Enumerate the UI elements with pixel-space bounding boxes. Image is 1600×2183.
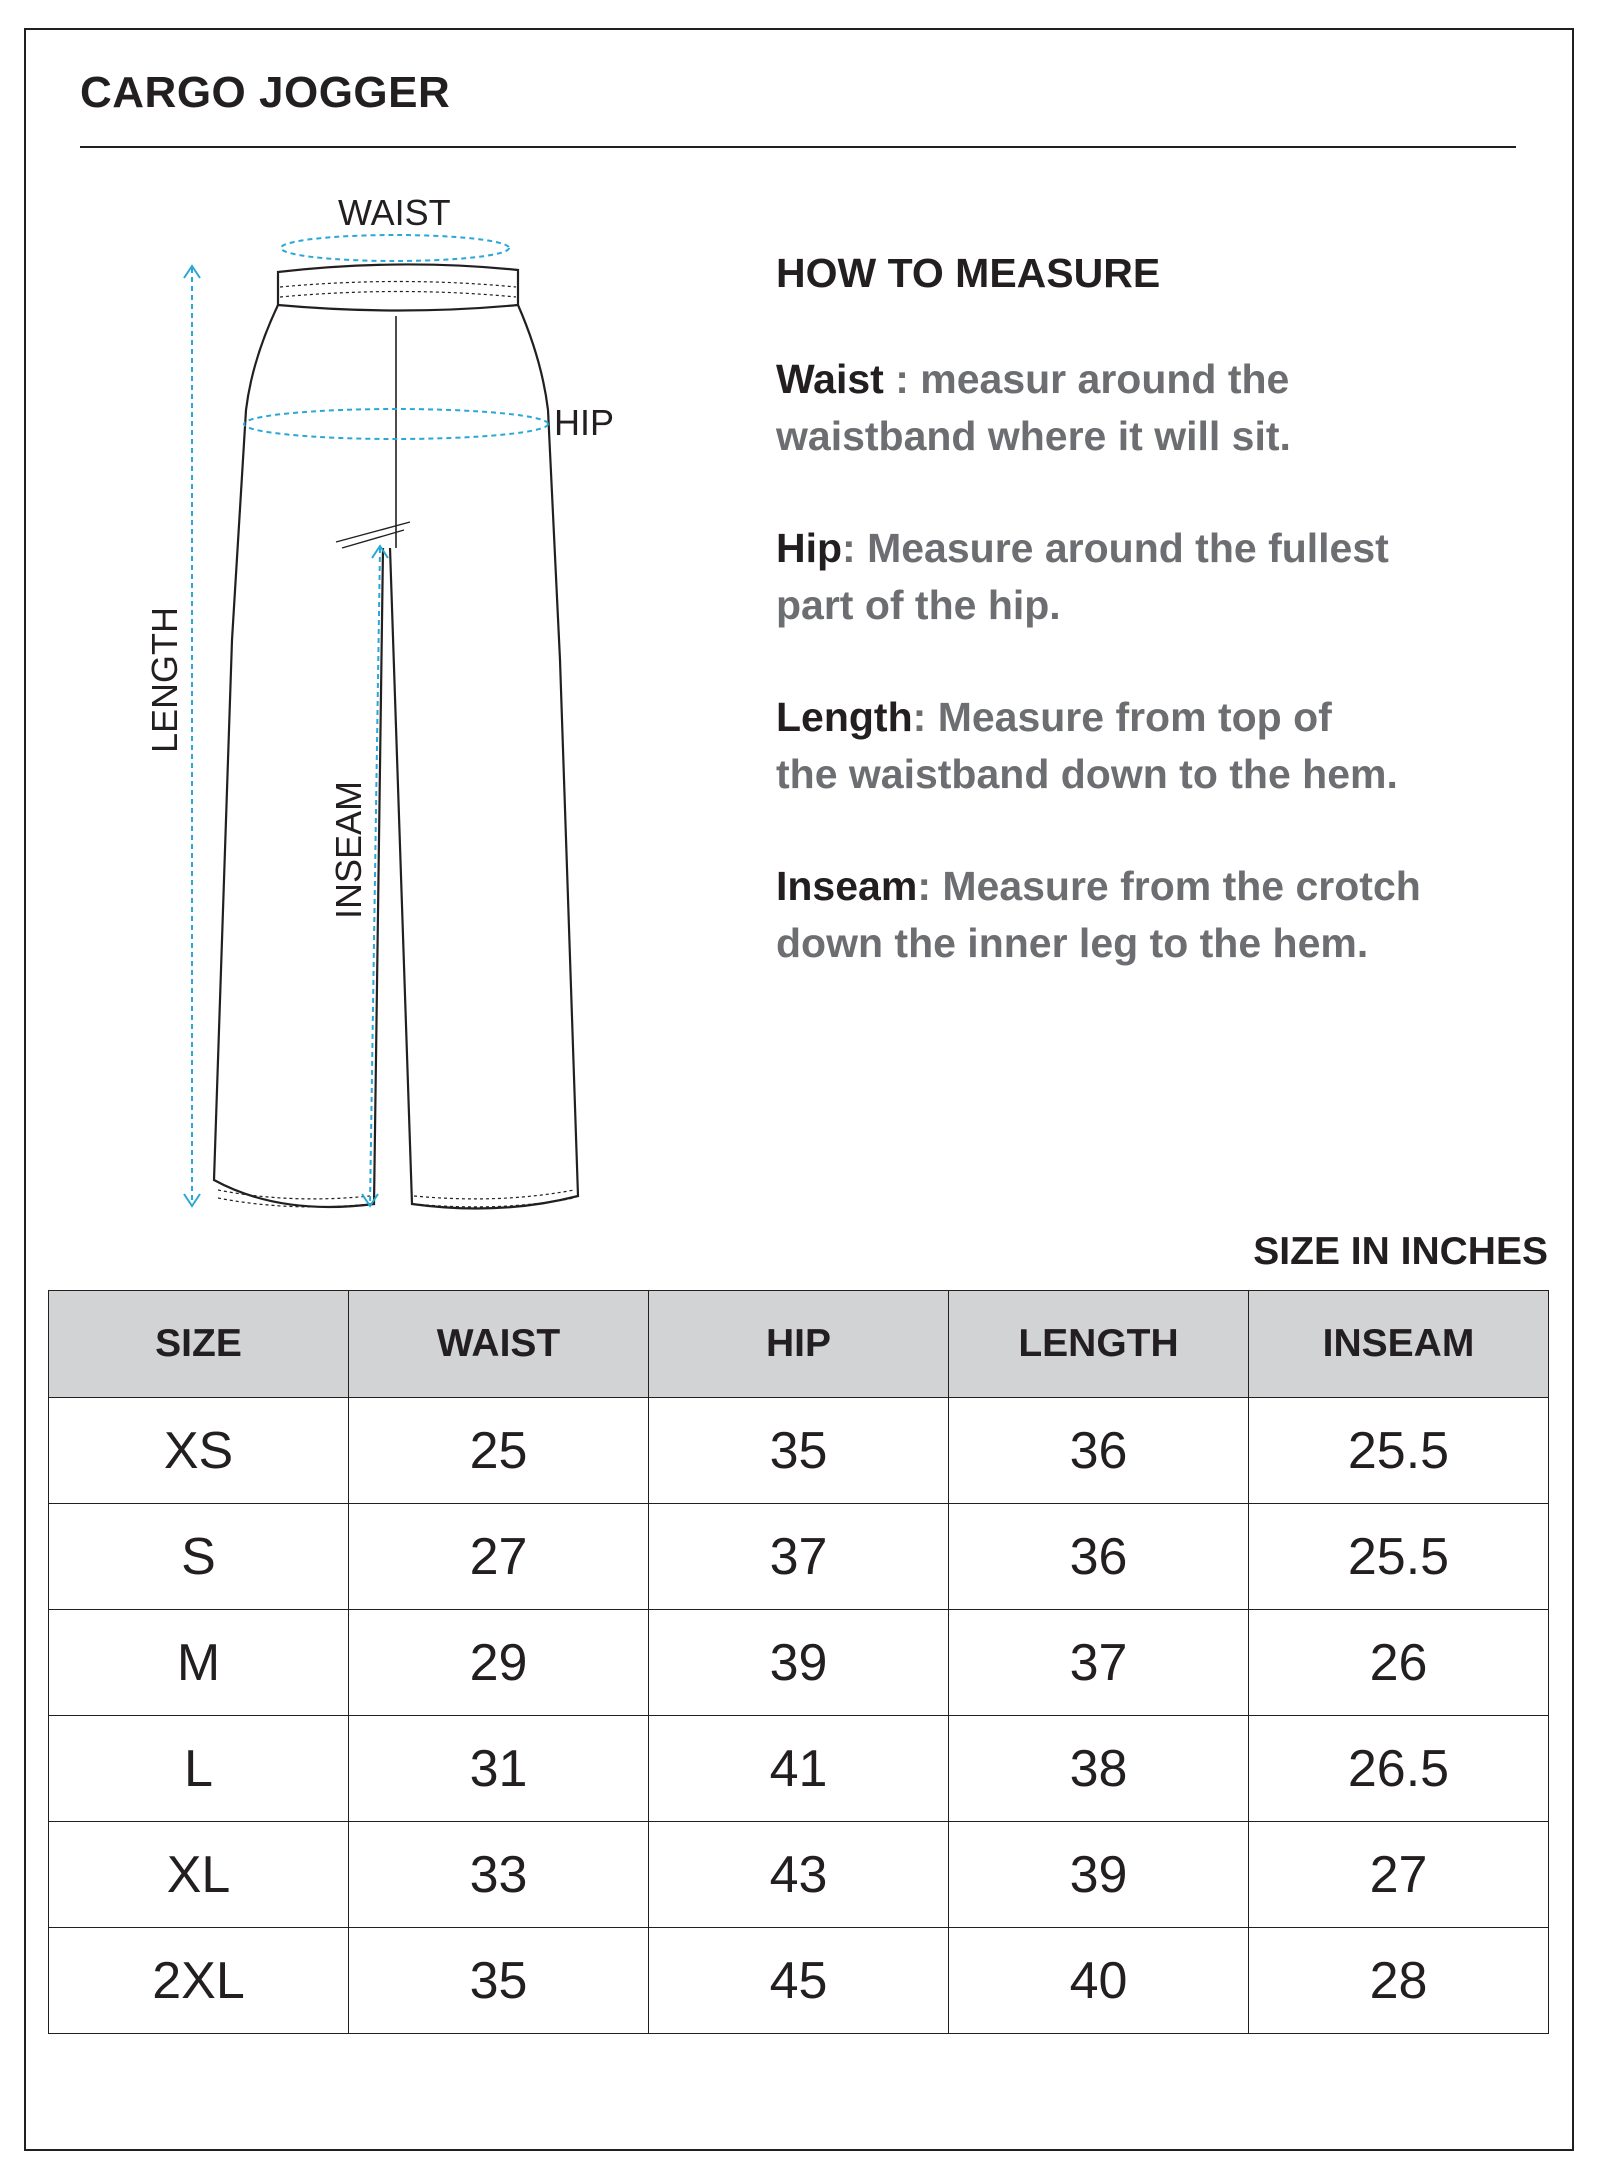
size-chart-table <box>48 1290 1549 2034</box>
inseam-instruction <box>776 858 1536 972</box>
waist-cell: 25 <box>349 1398 649 1504</box>
hip-cell: 45 <box>649 1928 949 2034</box>
length-diagram-label: LENGTH <box>144 606 185 754</box>
waist-cell: 29 <box>349 1610 649 1716</box>
right-leg <box>390 305 578 1209</box>
size-cell: L <box>49 1716 349 1822</box>
length-cell: 36 <box>949 1504 1249 1610</box>
waist-cell: 35 <box>349 1928 649 2034</box>
table-row <box>49 1822 1549 1928</box>
inseam-cell: 28 <box>1249 1928 1549 2034</box>
pants-outline <box>214 264 578 1208</box>
how-to-measure-section <box>776 250 1536 1027</box>
hip-cell: 37 <box>649 1504 949 1610</box>
hip-cell: 35 <box>649 1398 949 1504</box>
left-leg <box>214 305 383 1207</box>
inseam-cell: 25.5 <box>1249 1398 1549 1504</box>
inseam-cell: 26.5 <box>1249 1716 1549 1822</box>
instruction-term: Waist <box>776 356 884 402</box>
waist-cell: 33 <box>349 1822 649 1928</box>
instruction-text: the waistband down to the hem. <box>776 751 1398 797</box>
hip-cell: 41 <box>649 1716 949 1822</box>
hip-diagram-label: HIP <box>554 402 615 443</box>
instruction-term: Length <box>776 694 913 740</box>
units-label: SIZE IN INCHES <box>1253 1230 1548 1273</box>
how-to-measure-heading: HOW TO MEASURE <box>776 250 1161 296</box>
size-cell: M <box>49 1610 349 1716</box>
instruction-separator: : <box>912 694 938 740</box>
instruction-term: Inseam <box>776 863 918 909</box>
column-header-size: SIZE <box>49 1291 349 1398</box>
waist-diagram-label: WAIST <box>338 192 451 233</box>
instruction-separator: : <box>883 356 921 402</box>
page-title: CARGO JOGGER <box>80 68 451 117</box>
inseam-diagram-label: INSEAM <box>328 780 369 920</box>
waist-measure-line <box>281 235 509 261</box>
instruction-text: Measure around the fullest <box>867 525 1389 571</box>
table-row <box>49 1716 1549 1822</box>
size-cell: 2XL <box>49 1928 349 2034</box>
table-row <box>49 1610 1549 1716</box>
title-divider <box>80 146 1516 148</box>
size-cell: XL <box>49 1822 349 1928</box>
instruction-text: part of the hip. <box>776 582 1061 628</box>
table-header-row <box>49 1291 1549 1398</box>
inseam-cell: 27 <box>1249 1822 1549 1928</box>
measure-guides <box>184 235 548 1206</box>
instruction-text: Measure from top of <box>937 694 1332 740</box>
crotch-mark <box>336 522 410 548</box>
instruction-text: waistband where it will sit. <box>776 413 1291 459</box>
table-row <box>49 1504 1549 1610</box>
waist-cell: 31 <box>349 1716 649 1822</box>
waist-cell: 27 <box>349 1504 649 1610</box>
length-cell: 36 <box>949 1398 1249 1504</box>
length-cell: 38 <box>949 1716 1249 1822</box>
column-header-length: LENGTH <box>949 1291 1249 1398</box>
hip-cell: 39 <box>649 1610 949 1716</box>
length-cell: 37 <box>949 1610 1249 1716</box>
pants-diagram <box>130 180 590 1230</box>
column-header-waist: WAIST <box>349 1291 649 1398</box>
length-instruction <box>776 689 1536 803</box>
instruction-text: measur around the <box>920 356 1290 402</box>
inseam-cell: 26 <box>1249 1610 1549 1716</box>
length-cell: 40 <box>949 1928 1249 2034</box>
instruction-separator: : <box>917 863 943 909</box>
inseam-cell: 25.5 <box>1249 1504 1549 1610</box>
length-cell: 39 <box>949 1822 1249 1928</box>
waistband <box>278 264 518 310</box>
size-cell: S <box>49 1504 349 1610</box>
column-header-inseam: INSEAM <box>1249 1291 1549 1398</box>
instruction-term: Hip <box>776 525 843 571</box>
waist-instruction <box>776 351 1536 465</box>
column-header-hip: HIP <box>649 1291 949 1398</box>
size-cell: XS <box>49 1398 349 1504</box>
instruction-separator: : <box>842 525 868 571</box>
table-row <box>49 1928 1549 2034</box>
instruction-text: down the inner leg to the hem. <box>776 920 1369 966</box>
hip-cell: 43 <box>649 1822 949 1928</box>
table-row <box>49 1398 1549 1504</box>
hip-instruction <box>776 520 1536 634</box>
instruction-text: Measure from the crotch <box>942 863 1421 909</box>
